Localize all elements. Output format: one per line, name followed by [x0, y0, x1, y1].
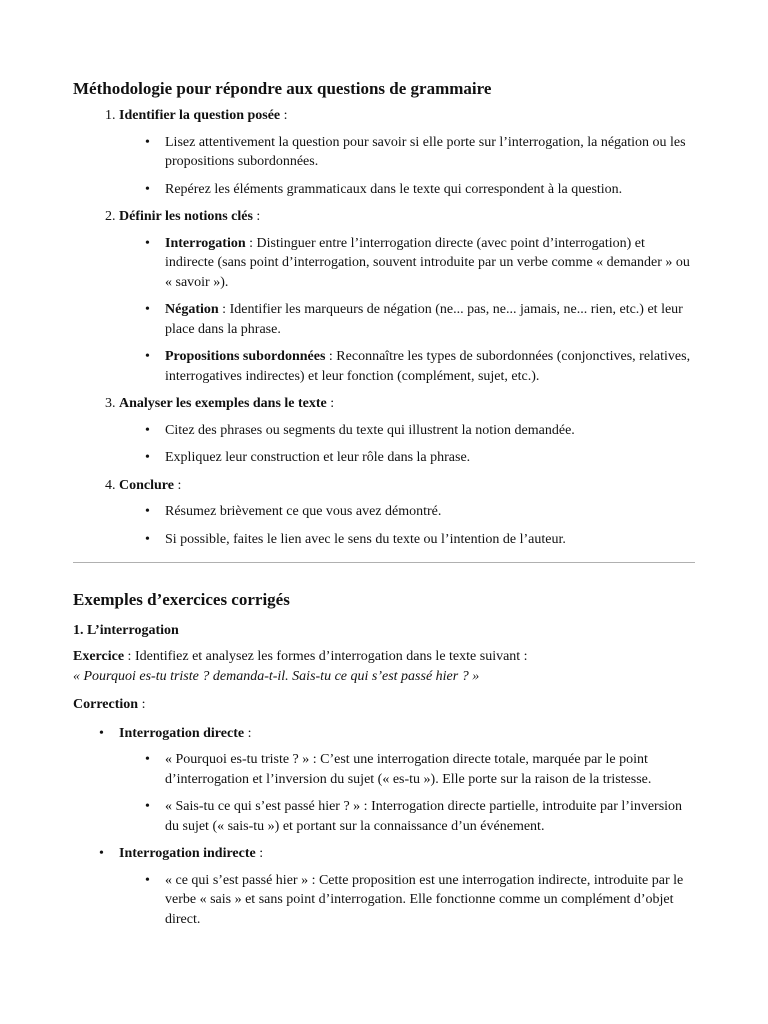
bullet-item: • Repérez les éléments grammaticaux dans le texte qui correspondent à la question.	[165, 180, 695, 200]
bullet-text: Distinguer entre l’interrogation directe (avec point d’interrogation) et indirecte (sans point d’interrogation, souvent introduite par un verbe comme « demander » ou « savoir »).	[165, 235, 690, 290]
bullet-item: • Si possible, faites le lien avec le sens du texte ou l’intention de l’auteur.	[165, 530, 695, 550]
bullet-item: • Citez des phrases ou segments du texte qui illustrent la notion demandée.	[165, 421, 695, 441]
colon: :	[280, 108, 288, 123]
colon: :	[326, 396, 335, 411]
bullet-item: • Lisez attentivement la question pour savoir si elle porte sur l’interrogation, la négation ou les propositions subordonnées.	[165, 133, 695, 172]
colon: :	[252, 209, 261, 224]
correction-item	[119, 844, 695, 929]
correction-list	[73, 724, 695, 930]
bullet-item	[165, 234, 695, 293]
step-item	[119, 476, 695, 550]
step-bullets	[119, 502, 695, 549]
step-label: Définir les notions clés	[119, 209, 253, 224]
methodology-steps	[73, 106, 695, 549]
bullet-text: Identifier les marqueurs de négation (ne... pas, ne... jamais, ne... rien, etc.) et leur place dans la phrase.	[165, 302, 683, 337]
colon: :	[325, 349, 333, 364]
step-label: Conclure	[119, 477, 174, 493]
bullet-item: • « ce qui s’est passé hier » : Cette proposition est une interrogation indirecte, introduite par le verbe « sais » et sans point d’interrogation. Elle fonctionne comme un complément d’objet direct.	[165, 871, 695, 930]
bullet-item: • « Sais-tu ce qui s’est passé hier ? » : Interrogation directe partielle, introduite par l’inversion du sujet (« sais-tu ») et portant sur la connaissance d’un événement.	[165, 797, 695, 836]
exercise-text: Identifiez et analysez les formes d’interrogation dans le texte suivant :	[134, 649, 528, 664]
indirect-bullets	[119, 871, 695, 930]
step-label: Identifier la question posée	[119, 108, 281, 123]
colon: :	[245, 235, 254, 251]
correction-label: Correction	[73, 697, 139, 712]
methodology-title: Méthodologie pour répondre aux questions de grammaire	[73, 79, 492, 98]
step-bullets	[119, 234, 695, 387]
step-item	[119, 106, 695, 199]
colon: :	[138, 697, 146, 712]
exercise-quote: « Pourquoi es-tu triste ? demanda-t-il. Sais-tu ce qui s’est passé hier ? »	[73, 668, 480, 684]
bullet-item	[165, 300, 695, 339]
bullet-item: • « Pourquoi es-tu triste ? » : C’est une interrogation directe totale, marquée par le point d’interrogation et l’inversion du sujet (« es-tu »). Elle porte sur la raison de la tristesse.	[165, 750, 695, 789]
direct-label: Interrogation directe	[119, 725, 245, 741]
bullet-term: Négation	[165, 302, 219, 317]
exercise-paragraph	[73, 647, 695, 686]
bullet-item: • Résumez brièvement ce que vous avez démontré.	[165, 502, 695, 522]
correction-paragraph	[73, 695, 695, 715]
bullet-item	[165, 347, 695, 386]
colon: :	[173, 477, 182, 493]
bullet-text: Reconnaître les types de subordonnées (conjonctives, relatives, interrogatives indirectes) et leur fonction (complément, sujet, etc.).	[165, 349, 691, 384]
section-divider	[73, 562, 695, 563]
step-item	[119, 207, 695, 386]
step-label: Analyser les exemples dans le texte	[119, 396, 327, 411]
correction-item	[119, 724, 695, 837]
step-item	[119, 394, 695, 468]
exercise-label: Exercice	[73, 649, 125, 664]
bullet-term: Interrogation	[165, 235, 246, 251]
colon: :	[244, 725, 252, 741]
step-bullets	[119, 421, 695, 468]
direct-bullets	[119, 750, 695, 836]
examples-title: Exemples d’exercices corrigés	[73, 590, 290, 609]
bullet-item: • Expliquez leur construction et leur rôle dans la phrase.	[165, 448, 695, 468]
colon: :	[124, 649, 132, 664]
colon: :	[255, 846, 264, 861]
colon: :	[218, 302, 227, 317]
section-title: 1. L’interrogation	[73, 623, 179, 638]
indirect-label: Interrogation indirecte	[119, 846, 256, 861]
step-bullets	[119, 133, 695, 200]
bullet-term: Propositions subordonnées	[165, 349, 326, 364]
